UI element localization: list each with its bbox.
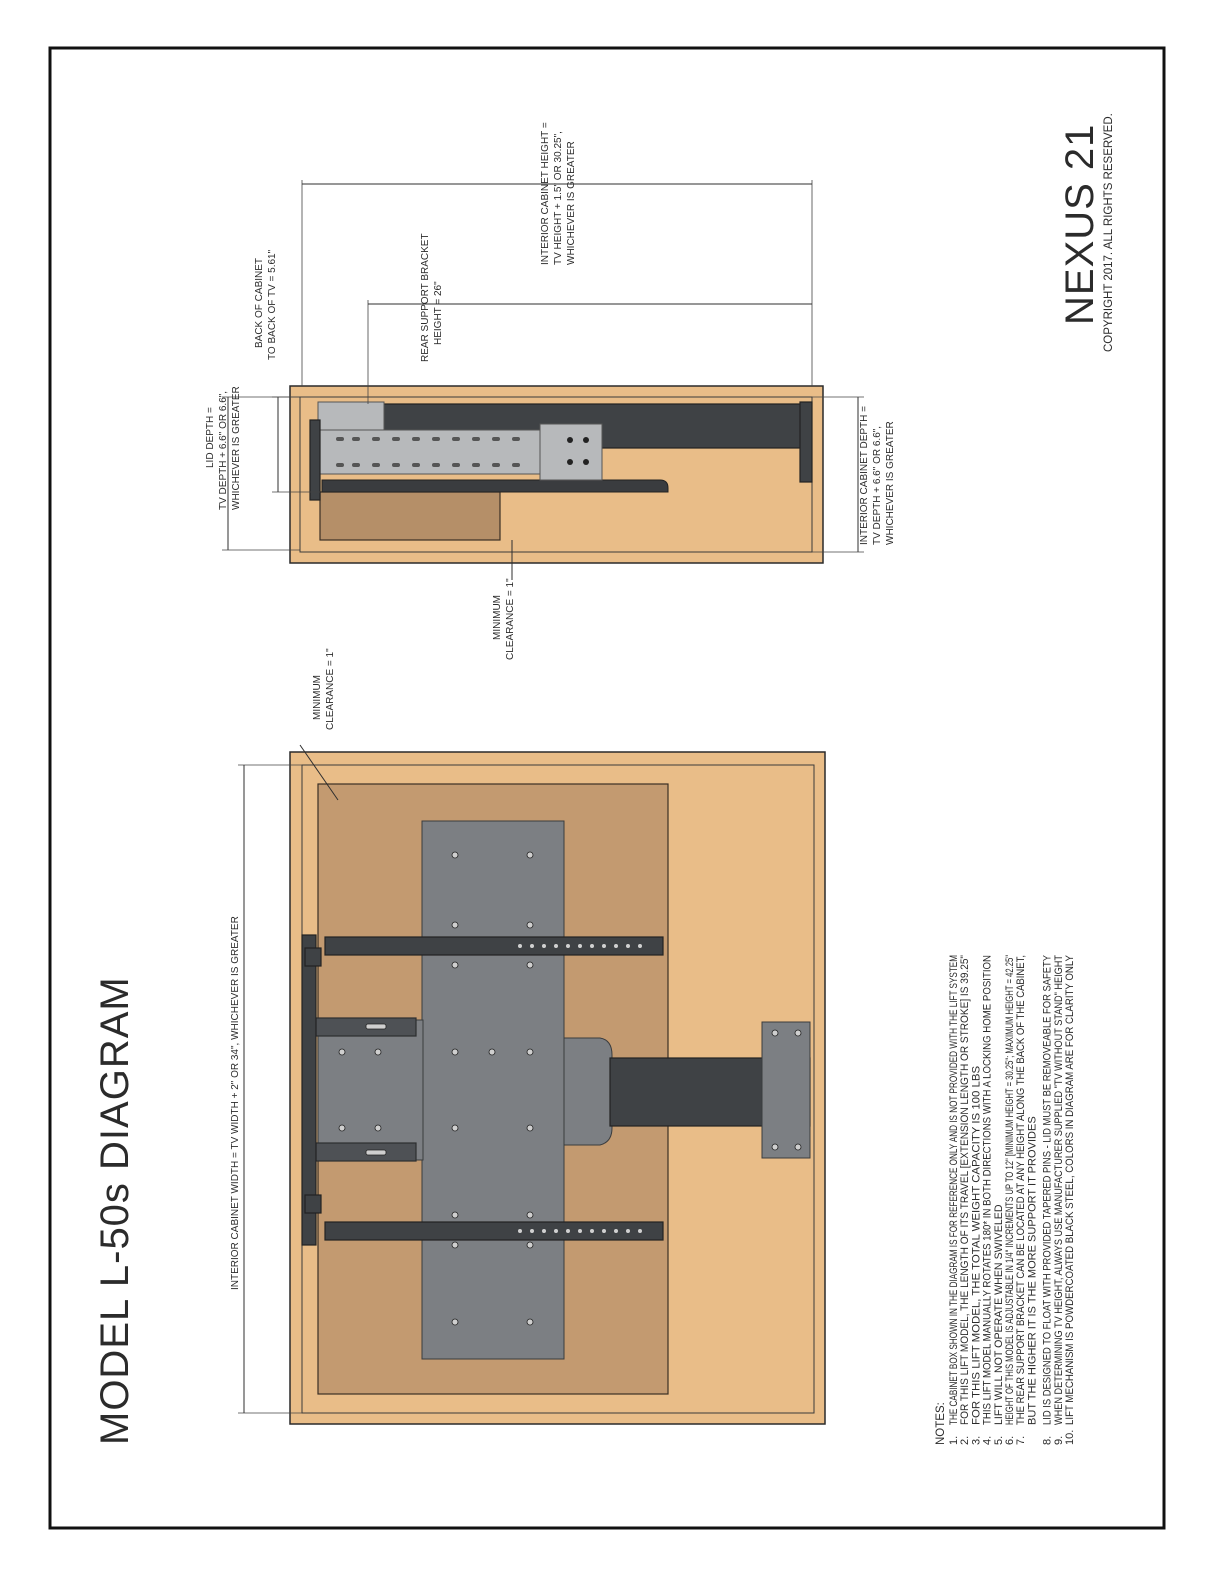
note-text: HEIGHT OF THIS MODEL IS ADJUSTABLE IN 1/4" INCREMENTS UP TO 12" [MINIMUM HEIGHT = 30.25"; MAXIMUM HEIGHT = 42.25" — [1004, 750, 1016, 1425]
note-number: 9. — [1052, 1435, 1065, 1445]
note-text: FOR THIS LIFT MODEL, THE TOTAL WEIGHT CAPACITY IS 100 LBS — [970, 1078, 983, 1425]
front-clearance-line2: CLEARANCE = 1" — [325, 648, 336, 730]
side-clearance-line1: MINIMUM — [492, 595, 503, 640]
note-number: 3. — [970, 1435, 983, 1445]
front-rail-bottom — [325, 1222, 663, 1240]
side-cabinet-depth-line3: WHICHEVER IS GREATER — [885, 421, 896, 545]
note-text: WHEN DETERMINING TV HEIGHT, ALWAYS USE MANUFACTURER SUPPLIED "TV WITHOUT STAND" HEIGHT — [1052, 860, 1065, 1425]
front-main-plate — [422, 821, 564, 1359]
side-height-line3: WHICHEVER IS GREATER — [566, 141, 577, 265]
side-rear-bracket-line2: HEIGHT = 26" — [433, 281, 444, 345]
note-number: 10. — [1064, 1429, 1076, 1445]
side-height-line2: TV HEIGHT + 1.5" OR 30.25", — [553, 131, 564, 265]
side-cabinet-depth-line2: TV DEPTH + 6.6" OR 6.6", — [872, 425, 883, 545]
side-back-line1: BACK OF CABINET — [254, 257, 265, 348]
notes-header: NOTES: — [935, 1402, 947, 1445]
notes-block — [935, 750, 1076, 1445]
note-number: 2. — [959, 1435, 972, 1445]
note-text: LIFT MECHANISM IS POWDERCOATED BLACK STEEL, COLORS IN DIAGRAM ARE FOR CLARITY ONLY — [1064, 890, 1076, 1425]
note-number: 5. — [992, 1435, 1005, 1445]
front-swivel-head — [564, 1038, 612, 1145]
note-number: 1. — [948, 1435, 960, 1445]
note-text: THIS LIFT MODEL MANUALLY ROTATES 180* IN BOTH DIRECTIONS WITH A LOCKING HOME POSITION — [981, 889, 994, 1425]
copyright-text: COPYRIGHT 2017. ALL RIGHTS RESERVED. — [1103, 113, 1115, 352]
brand-name: NEXUS 21 — [1058, 123, 1102, 325]
side-lid — [320, 492, 500, 540]
note-text: BUT THE HIGHER IT IS THE MORE SUPPORT IT PROVIDES — [1026, 1117, 1039, 1425]
note-text: FOR THIS LIFT MODEL, THE LENGTH OF ITS TRAVEL [EXTENSION LENGTH OR STROKE] IS 39.25" — [959, 911, 972, 1425]
note-text: THE REAR SUPPORT BRACKET CAN BE LOCATED AT ANY HEIGHT ALONG THE BACK OF THE CABINET, — [1015, 881, 1028, 1425]
note-number: 6. — [1004, 1435, 1016, 1445]
front-width-label: INTERIOR CABINET WIDTH = TV WIDTH + 2" OR 34", WHICHEVER IS GREATER — [230, 916, 241, 1290]
front-clearance-line1: MINIMUM — [312, 675, 323, 720]
side-lid-depth-line2: TV DEPTH + 6.6" OR 6.6", — [218, 390, 229, 510]
front-rail-top — [325, 937, 663, 955]
side-clearance-line2: CLEARANCE = 1" — [505, 578, 516, 660]
notes-list — [948, 750, 1076, 1445]
side-lid-depth-line1: LID DEPTH = — [205, 407, 216, 468]
front-side-block — [318, 1020, 423, 1160]
side-back-line2: TO BACK OF TV = 5.61" — [267, 249, 278, 360]
side-bracket-arm — [318, 430, 543, 474]
note-text: THE CABINET BOX SHOWN IN THE DIAGRAM IS FOR REFERENCE ONLY AND IS NOT PROVIDED WITH THE LIFT SYSTEM — [948, 789, 960, 1425]
note-number: 8. — [1041, 1435, 1054, 1445]
side-lid-depth-line3: WHICHEVER IS GREATER — [231, 386, 242, 510]
front-view — [230, 648, 825, 1424]
note-number: 4. — [981, 1435, 994, 1445]
note-text: LIFT WILL NOT OPERATE WHEN SWIVELED — [992, 1196, 1005, 1425]
diagram-title: MODEL L-50s DIAGRAM — [93, 976, 137, 1445]
side-tv-plate — [322, 480, 668, 492]
side-cabinet-depth-line1: INTERIOR CABINET DEPTH = — [859, 405, 870, 545]
side-height-line1: INTERIOR CABINET HEIGHT = — [540, 122, 551, 265]
side-rear-bracket-line1: REAR SUPPORT BRACKET — [420, 233, 431, 362]
note-number: 7. — [1015, 1435, 1028, 1445]
note-text: LID IS DESIGNED TO FLOAT WITH PROVIDED TAPERED PINS - LID MUST BE REMOVEABLE FOR SAFETY — [1041, 874, 1054, 1425]
front-foot-plate — [762, 1022, 810, 1158]
